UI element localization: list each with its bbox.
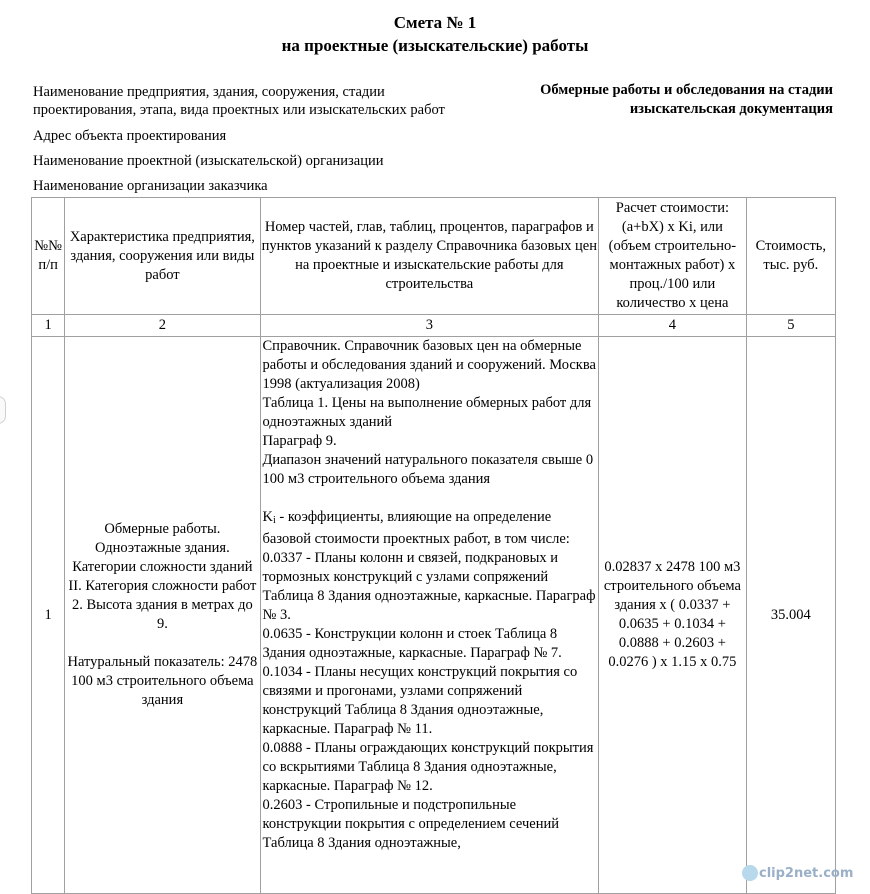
watermark: clip2net.com — [759, 866, 854, 881]
natural-indicator-text: Натуральный показатель: 2478 100 м3 строительного объема здания — [67, 654, 258, 708]
coefficients-intro — [263, 508, 597, 549]
enterprise-value-line-2: изыскательская документация — [629, 101, 833, 117]
header-row — [32, 198, 836, 315]
watermark-logo-icon — [742, 865, 758, 881]
document-subtitle: на проектные (изыскательские) работы — [281, 36, 589, 55]
header-cell-characteristic: Характеристика предприятия, здания, сооружения или виды работ — [65, 198, 260, 315]
reference-range: Диапазон значений натурального показателя свыше 0 100 м3 строительного объема здания — [262, 452, 594, 487]
header-cell-calculation: Расчет стоимости: (a+bX) x Ki, или (объем строительно-монтажных работ) x проц./100 или количество x цена — [599, 198, 747, 315]
reference-source: Справочник. Справочник базовых цен на обмерные работы и обследования зданий и сооружений. Москва 1998 (актуализация 2008) — [262, 338, 596, 392]
coefficient-item: 0.2603 - Стропильные и подстропильные конструкции покрытия с определением сечений Таблица 8 Здания одноэтажные, — [262, 797, 559, 851]
coefficient-item: 0.0888 - Планы ограждающих конструкций покрытия со вскрытиями Таблица 8 Здания одноэтажные, каркасные. Параграф № 12. — [262, 740, 594, 794]
column-number-1: 1 — [32, 315, 65, 337]
column-number-row — [32, 315, 836, 337]
header-cell-num: №№ п/п — [32, 198, 65, 315]
row-characteristic — [65, 337, 260, 894]
enterprise-value — [540, 81, 833, 119]
enterprise-label-line-2: проектирования, этапа, вида проектных или изыскательских работ — [33, 102, 445, 118]
reference-paragraph: Параграф 9. — [262, 433, 337, 449]
k-subscript: i — [273, 515, 276, 526]
address-label: Адрес объекта проектирования — [33, 128, 227, 144]
k-text: - коэффициенты, влияющие на определение базовой стоимости проектных работ, в том числе: — [262, 509, 570, 547]
column-number-3: 3 — [260, 315, 599, 337]
column-number-4: 4 — [599, 315, 747, 337]
coefficient-item: 0.1034 - Планы несущих конструкций покрытия со связями и прогонами, узлами сопряжений конструкций Таблица 8 Здания одноэтажные, каркасные. Параграф № 11. — [262, 664, 578, 737]
estimate-table — [31, 197, 836, 894]
table-row — [32, 337, 836, 894]
row-number: 1 — [32, 337, 65, 894]
scroll-handle[interactable] — [0, 396, 6, 424]
k-symbol: K — [262, 509, 273, 525]
header-cell-reference: Номер частей, глав, таблиц, процентов, параграфов и пунктов указаний к разделу Справочника базовых цен на проектные и изыскательские работы для строительства — [260, 198, 599, 315]
customer-label: Наименование организации заказчика — [33, 178, 268, 194]
row-cost: 35.004 — [746, 337, 835, 894]
reference-table: Таблица 1. Цены на выполнение обмерных работ для одноэтажных зданий — [262, 395, 592, 430]
header-cell-cost: Стоимость, тыс. руб. — [746, 198, 835, 315]
design-org-label: Наименование проектной (изыскательской) организации — [33, 153, 384, 169]
row-calculation: 0.02837 x 2478 100 м3 строительного объема здания x ( 0.0337 + 0.0635 + 0.1034 + 0.0888 + 0.2603 + 0.0276 ) x 1.15 x 0.75 — [599, 337, 747, 894]
enterprise-value-line-1: Обмерные работы и обследования на стадии — [540, 82, 833, 98]
document-title: Смета № 1 — [393, 13, 477, 32]
enterprise-label-line-1: Наименование предприятия, здания, сооружения, стадии — [33, 84, 385, 100]
column-number-5: 5 — [746, 315, 835, 337]
coefficient-item: 0.0337 - Планы колонн и связей, подкрановых и тормозных конструкций с узлами сопряжений Таблица 8 Здания одноэтажные, каркасные. Параграф № 3. — [262, 550, 596, 623]
row-reference — [260, 337, 599, 894]
column-number-2: 2 — [65, 315, 260, 337]
coefficient-item: 0.0635 - Конструкции колонн и стоек Таблица 8 Здания одноэтажные, каркасные. Параграф № 7. — [262, 626, 562, 661]
characteristic-text: Обмерные работы. Одноэтажные здания. Категории сложности зданий II. Категория сложности работ 2. Высота здания в метрах до 9. — [68, 521, 257, 632]
